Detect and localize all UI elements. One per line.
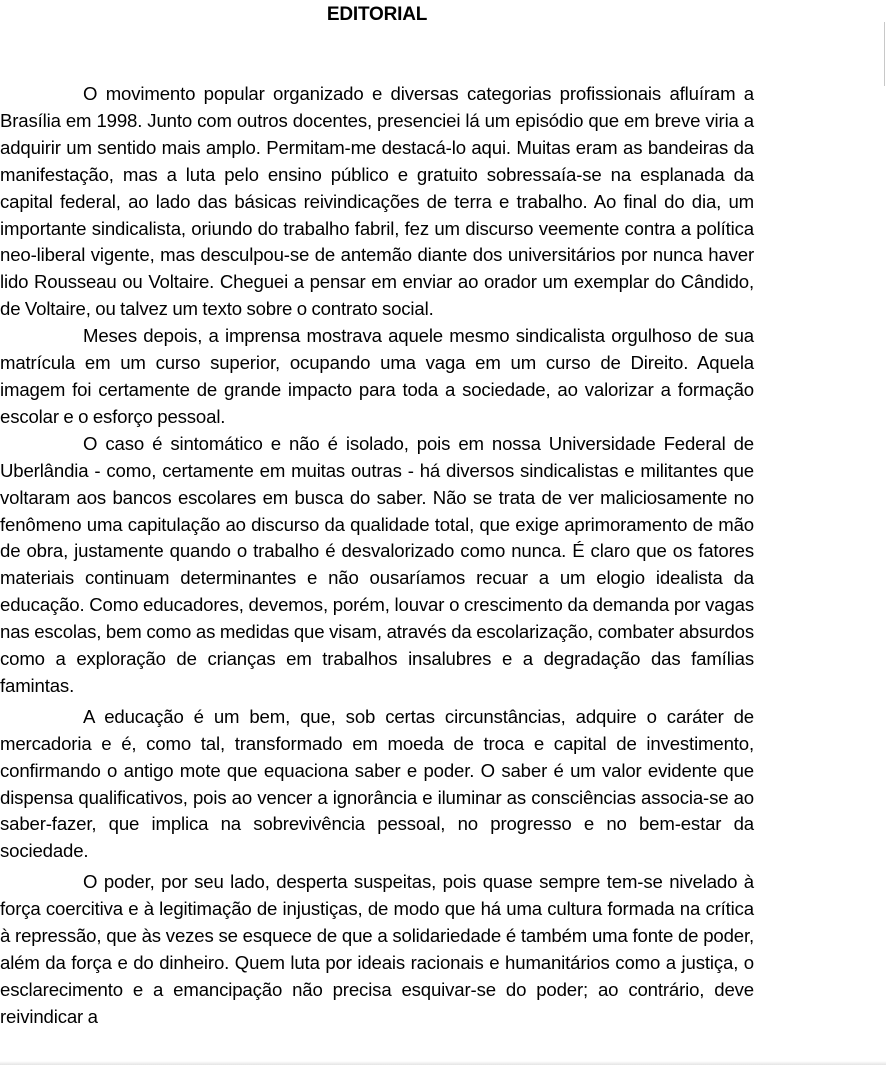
paragraph-4: A educação é um bem, que, sob certas circunstâncias, adquire o caráter de mercadoria e é, como tal, transformado em moeda de troca e capital de investimento, confirmando o antigo mote que equaciona saber e poder. O saber é um valor evidente que dispensa qualificativos, pois ao vencer a ignorância e iluminar as consciências associa-se ao saber-fazer, que implica na sobrevivência pessoal, no progresso e no bem-estar da sociedade. bbox=[0, 705, 754, 862]
scan-bottom-shadow bbox=[0, 1061, 886, 1065]
paragraph-1: O movimento popular organizado e diversas categorias profissionais afluíram a Brasília em 1998. Junto com outros docentes, presenciei lá um episódio que em breve viria a adquirir um sentido mais amplo. Permitam-me destacá-lo aqui. Muitas eram as bandeiras da manifestação, mas a luta pelo ensino público e gratuito sobressaía-se na esplanada da capital federal, ao lado das básicas reivindicações de terra e trabalho. Ao final do dia, um importante sindicalista, oriundo do trabalho fabril, fez um discurso veemente contra a política neo-liberal vigente, mas desculpou-se de antemão diante dos universitários por nunca haver lido Rousseau ou Voltaire. Cheguei a pensar em enviar ao orador um exemplar do Cândido, de Voltaire, ou talvez um texto sobre o contrato social. bbox=[0, 83, 754, 320]
paragraph-3: O caso é sintomático e não é isolado, pois em nossa Universidade Federal de Uberlândia - como, certamente em muitas outras - há diversos sindicalistas e militantes que voltaram aos bancos escolares em busca do saber. Não se trata de ver maliciosamente no fenômeno uma capitulação ao discurso da qualidade total, que exige aprimoramento de mão de obra, justamente quando o trabalho é desvalorizado como nunca. É claro que os fatores materiais continuam determinantes e não ousaríamos recuar a um elogio idealista da educação. Como educadores, devemos, porém, louvar o crescimento da demanda por vagas nas escolas, bem como as medidas que visam, através da escolarização, combater absurdos como a exploração de crianças em trabalhos insalubres e a degradação das famílias famintas. bbox=[0, 432, 754, 696]
paragraph-5: O poder, por seu lado, desperta suspeitas, pois quase sempre tem-se nivelado à força coercitiva e à legitimação de injustiças, de modo que há uma cultura formada na crítica à repressão, que às vezes se esquece de que a solidariedade é também uma fonte de poder, além da força e do dinheiro. Quem luta por ideais racionais e humanitários como a justiça, o esclarecimento e a emancipação não precisa esquivar-se do poder; ao contrário, deve reivindicar a bbox=[0, 871, 754, 1027]
paragraph-2: Meses depois, a imprensa mostrava aquele mesmo sindicalista orgulhoso de sua matrícula em um curso superior, ocupando uma vaga em um curso de Direito. Aquela imagem foi certamente de grande impacto para toda a sociedade, ao valorizar a formação escolar e o esforço pessoal. bbox=[0, 325, 754, 427]
page-title: EDITORIAL bbox=[326, 4, 428, 25]
article-body bbox=[0, 81, 754, 1031]
scan-edge-line bbox=[884, 22, 885, 86]
